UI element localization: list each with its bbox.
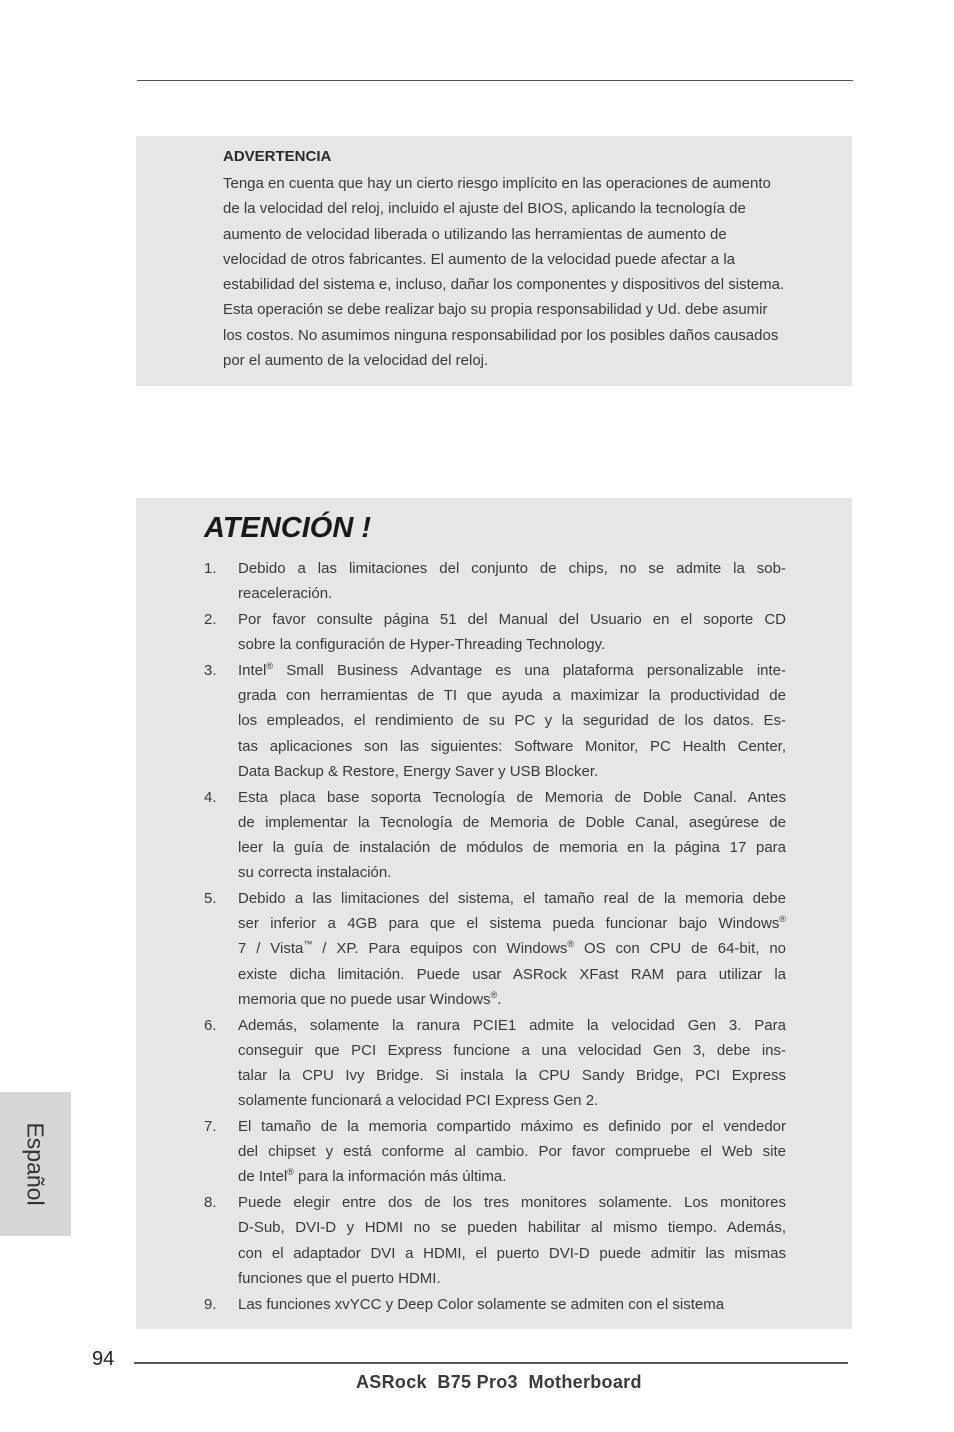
language-label: Español	[22, 1122, 49, 1206]
list-item-line: del chipset y está conforme al cambio. Por favor compruebe el Web site	[238, 1143, 786, 1161]
list-item-line: leer la guía de instalación de módulos de memoria en la página 17 para	[238, 839, 786, 857]
list-item-number: 6.	[204, 1016, 217, 1034]
list-item-line: Debido a las limitaciones del sistema, el tamaño real de la memoria debe	[238, 890, 786, 908]
list-item	[202, 1013, 786, 1114]
list-item-number: 7.	[204, 1118, 217, 1136]
list-item-line: Intel® Small Business Advantage es una plataforma personalizable inte-	[238, 661, 786, 679]
warning-box	[136, 136, 852, 386]
list-item	[202, 886, 786, 1012]
warning-body	[223, 171, 863, 373]
warning-title: ADVERTENCIA	[223, 148, 332, 165]
top-rule	[137, 80, 853, 81]
list-item-line: conseguir que PCI Express funcione a una velocidad Gen 3, debe ins-	[238, 1041, 786, 1059]
list-item-number: 8.	[204, 1194, 217, 1212]
list-item-number: 5.	[204, 890, 217, 908]
list-item	[202, 785, 786, 886]
language-side-tab	[0, 1092, 71, 1236]
list-item-line: Las funciones xvYCC y Deep Color solamente se admiten con el sistema	[238, 1295, 725, 1313]
list-item-line: ser inferior a 4GB para que el sistema pueda funcionar bajo Windows®	[238, 914, 786, 933]
list-item-number: 3.	[204, 662, 217, 679]
warning-line: Esta operación se debe realizar bajo su propia responsabilidad y Ud. debe asumir	[223, 301, 768, 319]
list-item-line: su correcta instalación.	[238, 864, 392, 882]
list-item	[202, 607, 786, 657]
page-number: 94	[92, 1348, 115, 1370]
list-item-line: Por favor consulte página 51 del Manual del Usuario en el soporte CD	[238, 611, 786, 628]
list-item-line: existe dicha limitación. Puede usar ASRock XFast RAM para utilizar la	[238, 965, 786, 983]
list-item-number: 4.	[204, 788, 217, 806]
list-item	[202, 1114, 786, 1190]
list-item-line: Esta placa base soporta Tecnología de Memoria de Doble Canal. Antes	[238, 788, 786, 806]
list-item-line: con el adaptador DVI a HDMI, el puerto DVI-D puede admitir las mismas	[238, 1244, 786, 1262]
footer-product-name: ASRock B75 Pro3 Motherboard	[356, 1372, 642, 1392]
bottom-rule	[134, 1362, 848, 1364]
list-item	[202, 658, 786, 784]
list-item-line: los empleados, el rendimiento de su PC y la seguridad de los datos. Es-	[238, 712, 786, 730]
list-item-number: 9.	[204, 1295, 217, 1313]
list-item-line: de Intel® para la información más última.	[238, 1167, 507, 1186]
warning-line: aumento de velocidad liberada o utilizando las herramientas de aumento de	[223, 225, 727, 243]
list-item	[202, 1292, 786, 1317]
list-item-line: de implementar la Tecnología de Memoria de Doble Canal, asegúrese de	[238, 813, 786, 831]
list-item-line: memoria que no puede usar Windows®.	[238, 989, 502, 1008]
list-item-number: 2.	[204, 611, 217, 628]
list-item-line: El tamaño de la memoria compartido máximo es definido por el vendedor	[238, 1118, 786, 1136]
list-item-line: D-Sub, DVI-D y HDMI no se pueden habilitar al mismo tiempo. Además,	[238, 1219, 786, 1237]
warning-line: de la velocidad del reloj, incluido el ajuste del BIOS, aplicando la tecnología de	[223, 200, 746, 218]
attention-title: ATENCIÓN !	[204, 512, 372, 544]
warning-line: los costos. No asumimos ninguna responsabilidad por los posibles daños causados	[223, 326, 779, 344]
list-item-line: talar la CPU Ivy Bridge. Si instala la CPU Sandy Bridge, PCI Express	[238, 1067, 786, 1085]
list-item-number: 1.	[204, 560, 217, 577]
list-item-line: grada con herramientas de TI que ayuda a maximizar la productividad de	[238, 687, 786, 705]
list-item-line: Puede elegir entre dos de los tres monitores solamente. Los monitores	[238, 1194, 786, 1212]
warning-line: estabilidad del sistema e, incluso, dañar los componentes y dispositivos del sistema.	[223, 276, 785, 294]
list-item-line: funciones que el puerto HDMI.	[238, 1269, 441, 1287]
list-item-line: tas aplicaciones son las siguientes: Software Monitor, PC Health Center,	[238, 737, 786, 755]
attention-box	[136, 498, 852, 1329]
list-item-line: Data Backup & Restore, Energy Saver y USB Blocker.	[238, 762, 599, 780]
list-item-line: sobre la configuración de Hyper-Threading Technology.	[238, 636, 606, 654]
attention-list	[202, 556, 786, 1317]
warning-line: velocidad de otros fabricantes. El aumento de la velocidad puede afectar a la	[223, 250, 735, 268]
list-item	[202, 556, 786, 606]
warning-line: por el aumento de la velocidad del reloj.	[223, 352, 489, 370]
list-item-line: solamente funcionará a velocidad PCI Express Gen 2.	[238, 1092, 599, 1110]
list-item-line: reaceleración.	[238, 585, 333, 603]
list-item-line: 7 / Vista™ / XP. Para equipos con Windows® OS con CPU de 64-bit, no	[238, 939, 787, 958]
warning-line: Tenga en cuenta que hay un cierto riesgo implícito en las operaciones de aumento	[223, 175, 771, 192]
list-item-line: Además, solamente la ranura PCIE1 admite la velocidad Gen 3. Para	[238, 1016, 786, 1034]
list-item	[202, 1190, 786, 1291]
list-item-line: Debido a las limitaciones del conjunto de chips, no se admite la sob-	[238, 560, 786, 577]
